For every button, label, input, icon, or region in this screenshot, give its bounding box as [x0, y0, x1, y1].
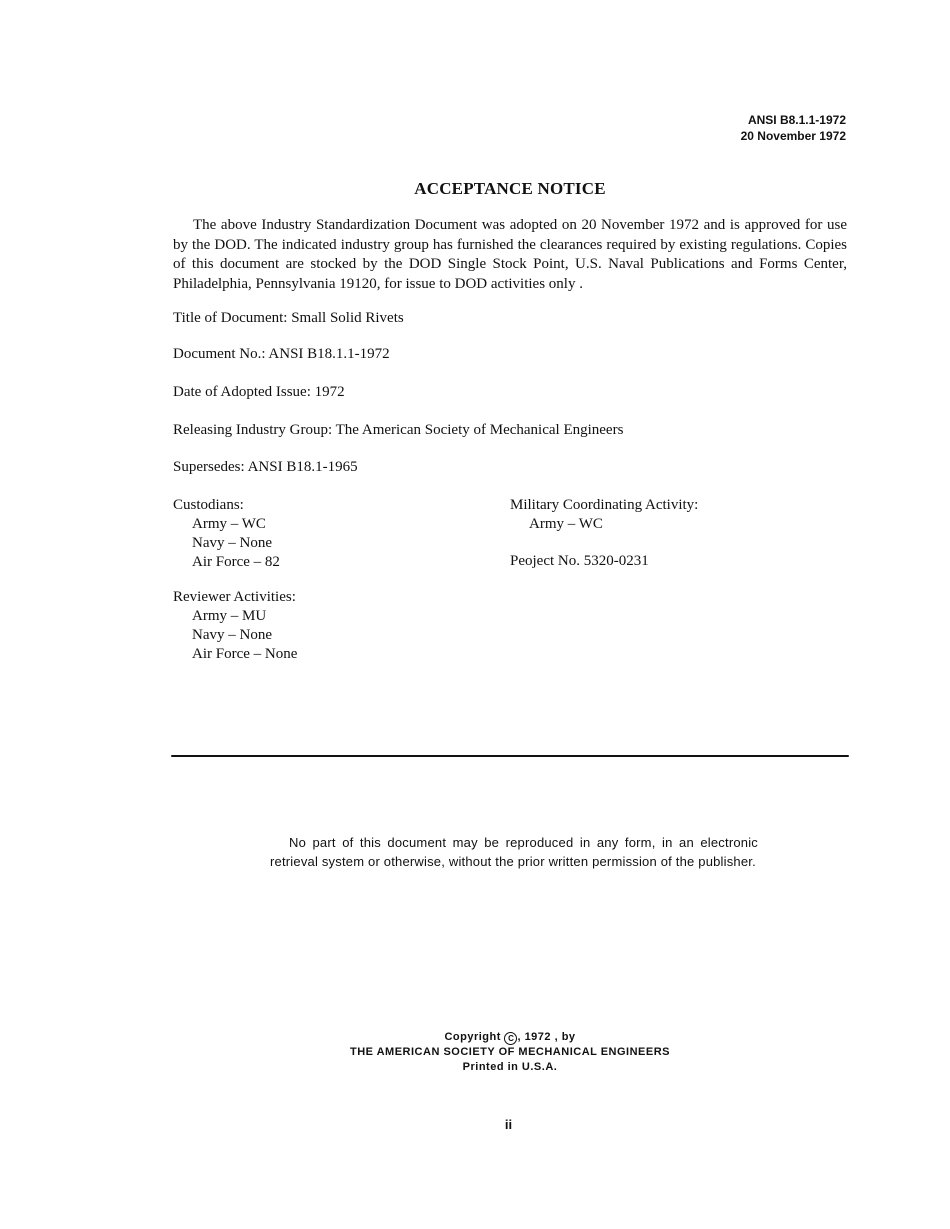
horizontal-rule: [171, 755, 849, 757]
reviewer-item: Army – MU: [192, 608, 267, 624]
military-coordinating-block: [510, 496, 698, 571]
custodian-item: Army – WC: [192, 516, 266, 532]
supersedes: Supersedes: ANSI B18.1-1965: [173, 459, 358, 475]
military-item: Army – WC: [529, 516, 603, 532]
releasing-industry-group: Releasing Industry Group: The American Society of Mechanical Engineers: [173, 422, 624, 438]
document-header: [741, 112, 846, 144]
reviewers-heading: Reviewer Activities:: [173, 589, 296, 605]
custodians-heading: Custodians:: [173, 497, 244, 513]
reproduction-notice: No part of this document may be reproduced in any form, in an electronic retrieval system or otherwise, without the prior written permission of the publisher.: [270, 835, 758, 869]
page-number: ii: [504, 1117, 513, 1132]
military-heading: Military Coordinating Activity:: [510, 497, 699, 513]
document-number: Document No.: ANSI B18.1.1-1972: [173, 346, 390, 362]
project-number: Peoject No. 5320-0231: [510, 553, 649, 569]
standard-number: ANSI B8.1.1-1972: [747, 113, 846, 127]
copyright-line: [0, 1030, 950, 1045]
reviewer-item: Air Force – None: [192, 646, 298, 662]
reviewer-activities-block: [173, 588, 297, 664]
copyright-block: [0, 1030, 950, 1074]
copyright-icon: C: [504, 1032, 517, 1045]
copyright-year: , 1972 , by: [517, 1031, 576, 1043]
copyright-prefix: Copyright: [444, 1031, 501, 1043]
page-title: ACCEPTANCE NOTICE: [414, 179, 606, 198]
reviewer-item: Navy – None: [192, 627, 272, 643]
date-of-adopted-issue: Date of Adopted Issue: 1972: [173, 384, 345, 400]
custodian-item: Navy – None: [192, 535, 272, 551]
title-of-document: Title of Document: Small Solid Rivets: [173, 310, 404, 326]
custodian-item: Air Force – 82: [192, 554, 280, 570]
header-date: 20 November 1972: [740, 129, 846, 143]
custodians-block: [173, 496, 280, 572]
publisher-name: THE AMERICAN SOCIETY OF MECHANICAL ENGINEERS: [349, 1046, 671, 1058]
intro-paragraph: The above Industry Standardization Document was adopted on 20 November 1972 and is approved for use by the DOD. The indicated industry group has furnished the clearances required by existing regulations. Copies of this document are stocked by the DOD Single Stock Point, U.S. Naval Publications and Forms Center, Philadelphia, Pennsylvania 19120, for issue to DOD activities only .: [173, 217, 847, 292]
printed-in: Printed in U.S.A.: [462, 1060, 558, 1073]
